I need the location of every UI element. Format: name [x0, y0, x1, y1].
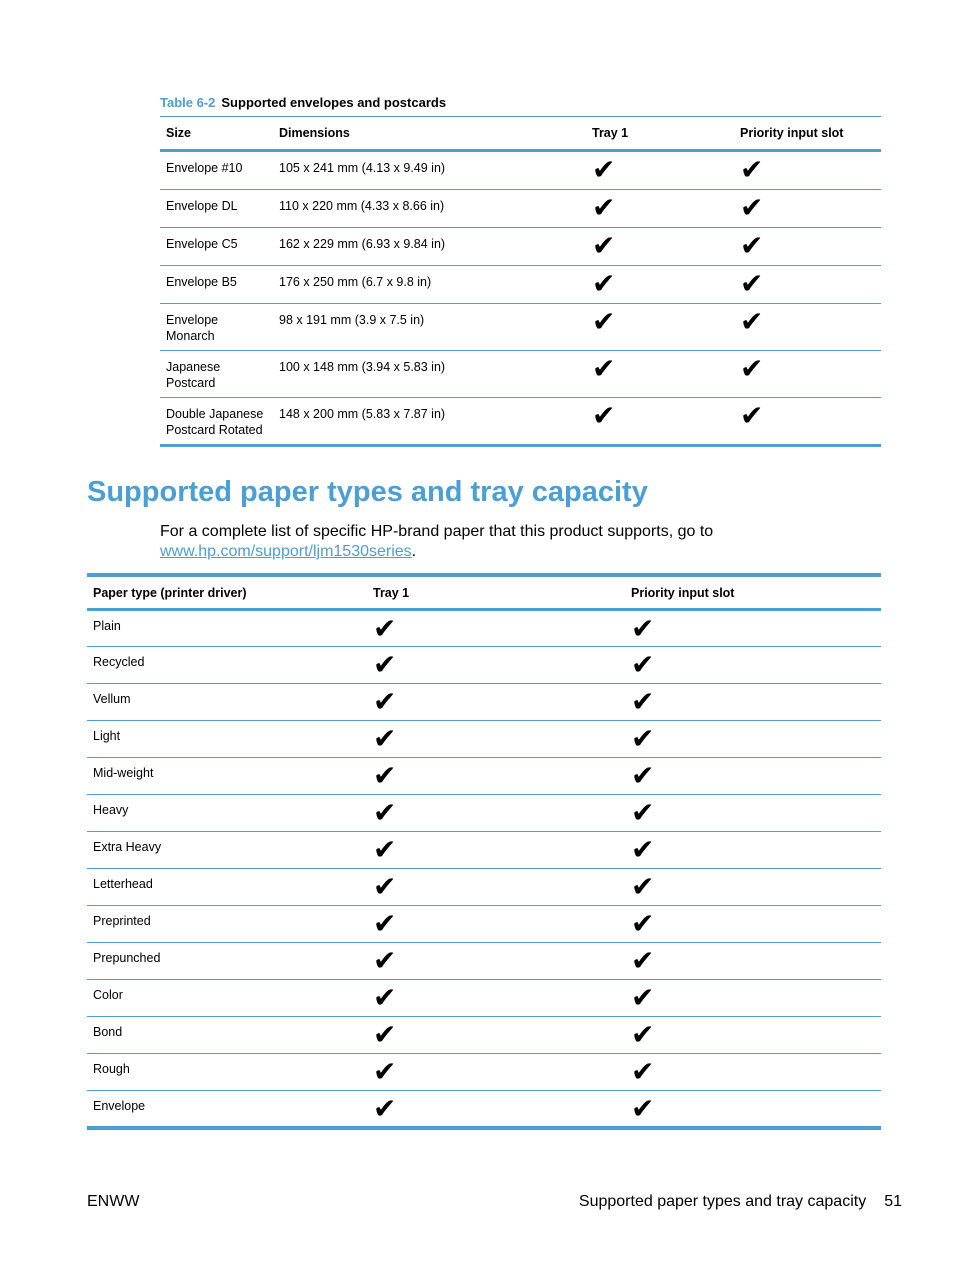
check-icon: ✔ [373, 760, 397, 791]
size-cell: Envelope Monarch [166, 313, 219, 343]
check-icon: ✔ [373, 1093, 397, 1124]
table-row [160, 228, 881, 266]
paper-type-cell: Light [93, 729, 121, 743]
table-row [87, 721, 881, 758]
check-icon: ✔ [373, 1056, 397, 1087]
table-row [87, 1017, 881, 1054]
size-cell: Envelope #10 [166, 161, 243, 175]
check-icon: ✔ [631, 723, 655, 754]
table-row [87, 758, 881, 795]
check-icon: ✔ [740, 230, 764, 261]
table-row [160, 351, 881, 398]
size-cell: Envelope DL [166, 199, 238, 213]
paper-type-cell: Recycled [93, 655, 145, 669]
table-row [87, 980, 881, 1017]
check-icon: ✔ [373, 871, 397, 902]
dimensions-cell: 105 x 241 mm (4.13 x 9.49 in) [279, 161, 446, 175]
paper-type-cell: Color [93, 988, 123, 1002]
column-header-size: Size [160, 117, 273, 151]
table-row [87, 832, 881, 869]
dimensions-cell: 110 x 220 mm (4.33 x 8.66 in) [279, 199, 445, 213]
table-row [87, 684, 881, 721]
paper-type-cell: Mid-weight [93, 766, 154, 780]
intro-text: For a complete list of specific HP-brand paper that this product supports, go to [160, 523, 714, 540]
check-icon: ✔ [631, 871, 655, 902]
footer-right [579, 1193, 902, 1211]
dimensions-cell: 162 x 229 mm (6.93 x 9.84 in) [279, 237, 446, 251]
check-icon: ✔ [740, 353, 764, 384]
table-header-row [160, 117, 881, 151]
paper-type-cell: Extra Heavy [93, 840, 162, 854]
table-header-row [87, 575, 881, 610]
table-row [160, 304, 881, 351]
check-icon: ✔ [592, 230, 616, 261]
paper-types-table [87, 573, 881, 1130]
check-icon: ✔ [631, 1093, 655, 1124]
paper-type-cell: Preprinted [93, 914, 151, 928]
dimensions-cell: 176 x 250 mm (6.7 x 9.8 in) [279, 275, 432, 289]
check-icon: ✔ [631, 613, 655, 644]
table-row [87, 795, 881, 832]
intro-end: . [411, 543, 417, 560]
check-icon: ✔ [373, 797, 397, 828]
check-icon: ✔ [592, 192, 616, 223]
check-icon: ✔ [631, 797, 655, 828]
table-title: Supported envelopes and postcards [221, 95, 447, 110]
check-icon: ✔ [592, 353, 616, 384]
check-icon: ✔ [740, 192, 764, 223]
check-icon: ✔ [631, 945, 655, 976]
column-header-tray1: Tray 1 [367, 575, 625, 610]
envelopes-table [160, 116, 881, 447]
check-icon: ✔ [631, 760, 655, 791]
paper-type-cell: Vellum [93, 692, 131, 706]
table-caption [160, 95, 446, 110]
check-icon: ✔ [373, 649, 397, 680]
paper-type-cell: Heavy [93, 803, 129, 817]
check-icon: ✔ [373, 908, 397, 939]
check-icon: ✔ [631, 649, 655, 680]
check-icon: ✔ [373, 945, 397, 976]
column-header-tray1: Tray 1 [586, 117, 734, 151]
check-icon: ✔ [592, 268, 616, 299]
footer-section-title: Supported paper types and tray capacity [578, 1193, 867, 1210]
check-icon: ✔ [631, 908, 655, 939]
check-icon: ✔ [740, 400, 764, 431]
check-icon: ✔ [373, 982, 397, 1013]
dimensions-cell: 148 x 200 mm (5.83 x 7.87 in) [279, 407, 446, 421]
column-header-priority-slot: Priority input slot [734, 117, 881, 151]
check-icon: ✔ [592, 154, 616, 185]
check-icon: ✔ [373, 723, 397, 754]
check-icon: ✔ [631, 1056, 655, 1087]
check-icon: ✔ [592, 400, 616, 431]
size-cell: Envelope C5 [166, 237, 238, 251]
table-row [87, 943, 881, 980]
dimensions-cell: 98 x 191 mm (3.9 x 7.5 in) [279, 313, 425, 327]
check-icon: ✔ [631, 686, 655, 717]
section-heading: Supported paper types and tray capacity [87, 476, 648, 508]
table-row [87, 1091, 881, 1128]
size-cell: Double Japanese Postcard Rotated [166, 407, 264, 437]
check-icon: ✔ [740, 268, 764, 299]
paper-type-cell: Envelope [93, 1099, 146, 1113]
footer-left: ENWW [87, 1193, 140, 1210]
table-row [160, 190, 881, 228]
check-icon: ✔ [631, 834, 655, 865]
check-icon: ✔ [373, 613, 397, 644]
table-row [87, 1054, 881, 1091]
page-number: 51 [884, 1193, 902, 1210]
paper-type-cell: Rough [93, 1062, 130, 1076]
table-row [87, 610, 881, 647]
table-row [87, 647, 881, 684]
table-row [160, 398, 881, 446]
intro-paragraph [160, 522, 890, 562]
check-icon: ✔ [373, 686, 397, 717]
table-row [87, 869, 881, 906]
paper-type-cell: Prepunched [93, 951, 161, 965]
column-header-paper-type: Paper type (printer driver) [87, 575, 367, 610]
dimensions-cell: 100 x 148 mm (3.94 x 5.83 in) [279, 360, 446, 374]
size-cell: Japanese Postcard [166, 360, 221, 390]
column-header-dimensions: Dimensions [273, 117, 586, 151]
support-link[interactable]: www.hp.com/support/ljm1530series [160, 543, 412, 560]
column-header-priority-slot: Priority input slot [625, 575, 881, 610]
check-icon: ✔ [592, 306, 616, 337]
check-icon: ✔ [631, 982, 655, 1013]
check-icon: ✔ [631, 1019, 655, 1050]
check-icon: ✔ [740, 306, 764, 337]
table-number: Table 6-2 [160, 95, 216, 110]
table-row [160, 151, 881, 190]
table-row [160, 266, 881, 304]
check-icon: ✔ [373, 834, 397, 865]
check-icon: ✔ [740, 154, 764, 185]
paper-type-cell: Plain [93, 619, 121, 633]
table-row [87, 906, 881, 943]
size-cell: Envelope B5 [166, 275, 237, 289]
paper-type-cell: Letterhead [93, 877, 153, 891]
check-icon: ✔ [373, 1019, 397, 1050]
paper-type-cell: Bond [93, 1025, 123, 1039]
